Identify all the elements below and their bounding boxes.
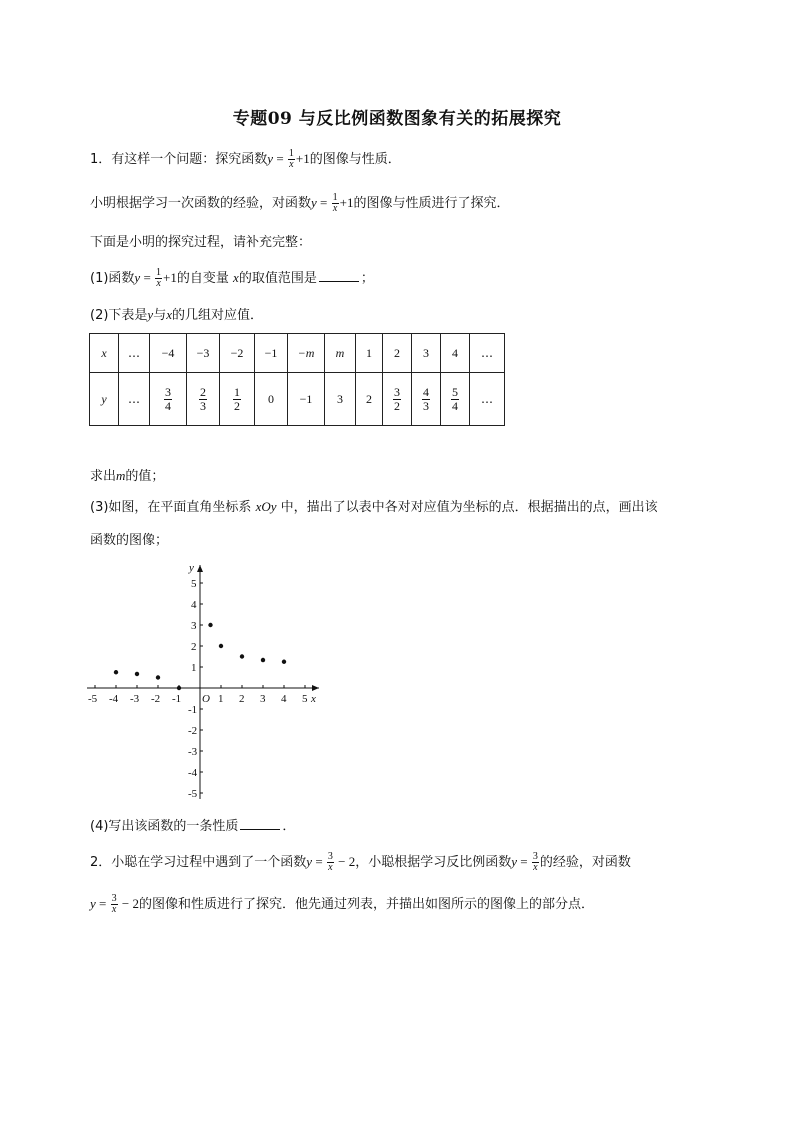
data-point xyxy=(261,658,265,662)
q1-part1 xyxy=(90,268,374,289)
table-cell xyxy=(150,373,187,426)
func-fraction xyxy=(155,268,162,289)
y-tick-label: -3 xyxy=(188,746,198,758)
x-tick-label: 4 xyxy=(281,693,287,705)
frac-num: 3 xyxy=(394,384,400,399)
y-tick-label: 4 xyxy=(191,599,197,611)
table-cell: 2 xyxy=(356,373,383,426)
origin-label: O xyxy=(202,693,210,705)
part2-pre: (2)下表是 xyxy=(90,308,148,323)
q1-para2: 下面是小明的探究过程，请补充完整： xyxy=(90,235,312,250)
table-cell xyxy=(220,373,255,426)
y-tick-label: 3 xyxy=(191,620,197,632)
frac-den: x xyxy=(533,862,538,873)
frac-den: x xyxy=(289,159,294,170)
data-point xyxy=(208,623,212,627)
frac-num: 3 xyxy=(532,851,538,862)
part1-mid: 的自变量 xyxy=(176,271,229,286)
table-cell: 4 xyxy=(441,334,470,373)
frac-num: 3 xyxy=(327,851,333,862)
y-tick-label: 5 xyxy=(191,578,197,590)
q2-line1 xyxy=(90,852,631,873)
table-cell: x xyxy=(90,334,119,373)
q1-part4 xyxy=(90,816,295,837)
frac-num: 1 xyxy=(332,192,338,203)
answer-blank-1[interactable] xyxy=(319,268,359,282)
q1-intro-post: 的图像与性质． xyxy=(309,152,401,167)
x-tick-label: -5 xyxy=(88,693,98,705)
y-axis-label: y xyxy=(189,562,194,574)
part2-y: y xyxy=(147,307,154,322)
table-cell: −3 xyxy=(187,334,220,373)
y-tick-label: 2 xyxy=(191,641,197,653)
part2-and: 与 xyxy=(153,308,167,323)
q2-f-tail: − 2 xyxy=(118,896,139,911)
part3-pre: (3)如图，在平面直角坐标系 xyxy=(90,500,252,515)
q2-f-fraction xyxy=(327,852,334,873)
q1-part3-line2: 函数的图像； xyxy=(90,533,169,548)
q1-part2 xyxy=(90,305,263,326)
x-tick-label: 5 xyxy=(302,693,308,705)
q2-post: 的图像和性质进行了探究．他先通过列表，并描出如图所示的图像上的部分点． xyxy=(138,897,594,912)
table-cell: … xyxy=(119,373,150,426)
frac-num: 1 xyxy=(156,267,162,278)
frac-num: 1 xyxy=(288,148,294,159)
func-eq: = xyxy=(316,195,331,210)
q2-line2 xyxy=(90,894,594,915)
part3-sys: xOy xyxy=(255,499,277,514)
y-tick-label: -2 xyxy=(188,725,198,737)
x-tick-label: -2 xyxy=(151,693,161,705)
q2-eq: = xyxy=(95,896,110,911)
frac-num: 4 xyxy=(423,384,429,399)
data-point xyxy=(135,672,139,676)
table-cell xyxy=(383,373,412,426)
y-tick-label: -4 xyxy=(188,767,198,779)
table-cell: 3 xyxy=(412,334,441,373)
part4-end: ． xyxy=(282,819,296,834)
q2-pre: 2．小聪在学习过程中遇到了一个函数 xyxy=(90,855,307,870)
table-cell: 0 xyxy=(255,373,288,426)
q1-part3 xyxy=(90,497,658,518)
x-axis-label: x xyxy=(311,693,316,705)
axes xyxy=(87,562,319,799)
frac-den: x xyxy=(111,904,117,915)
frac-den: 3 xyxy=(423,398,429,413)
coordinate-graph xyxy=(90,555,350,805)
func-eq: = xyxy=(140,270,155,285)
find-m-pre: 求出 xyxy=(90,469,117,484)
q2-g-fraction xyxy=(532,852,539,873)
x-axis-arrow xyxy=(312,685,319,691)
table-cell: −m xyxy=(288,334,325,373)
func-y: y xyxy=(134,270,141,285)
q1-para1 xyxy=(90,193,510,214)
part1-post: 的取值范围是 xyxy=(238,271,317,286)
func-tail: +1 xyxy=(339,195,354,210)
table-cell: −2 xyxy=(220,334,255,373)
table-cell xyxy=(187,373,220,426)
frac-den: x xyxy=(156,278,161,289)
part1-pre: (1)函数 xyxy=(90,271,135,286)
q2-mid2: 的经验，对函数 xyxy=(539,855,631,870)
table-cell: … xyxy=(470,334,505,373)
find-m-post: 的值； xyxy=(125,469,165,484)
func-tail: +1 xyxy=(295,151,310,166)
func-y: y xyxy=(267,151,274,166)
frac-den: 2 xyxy=(394,398,400,413)
part3-post: 中，描出了以表中各对对应值为坐标的点．根据描出的点，画出该 xyxy=(280,500,658,515)
part1-var: x xyxy=(233,270,239,285)
x-tick-label: 2 xyxy=(239,693,245,705)
table-cell: −1 xyxy=(288,373,325,426)
part2-x: x xyxy=(166,307,172,322)
table-cell: … xyxy=(470,373,505,426)
table-cell: y xyxy=(90,373,119,426)
frac-den: 3 xyxy=(200,398,206,413)
frac-den: x xyxy=(328,862,333,873)
page-title: 专题09 与反比例函数图象有关的拓展探究 xyxy=(232,109,562,129)
data-point xyxy=(177,686,181,690)
para1-pre: 小明根据学习一次函数的经验，对函数 xyxy=(90,196,312,211)
q1-intro xyxy=(90,149,401,170)
find-m-var: m xyxy=(116,468,126,483)
part2-post: 的几组对应值． xyxy=(172,308,264,323)
data-point xyxy=(240,654,244,658)
q1-intro-text: 1．有这样一个问题：探究函数 xyxy=(90,152,268,167)
frac-num: 2 xyxy=(200,384,206,399)
x-tick-label: 1 xyxy=(218,693,224,705)
frac-num: 5 xyxy=(452,384,458,399)
data-point xyxy=(282,660,286,664)
table-cell: −4 xyxy=(150,334,187,373)
func-fraction xyxy=(332,193,339,214)
frac-num: 1 xyxy=(234,384,240,399)
q2-f-tail: − 2 xyxy=(334,854,356,869)
data-point xyxy=(219,644,223,648)
part1-end: ； xyxy=(360,271,374,286)
y-axis-arrow xyxy=(197,565,203,572)
q2-g-y: y xyxy=(511,854,518,869)
para1-post: 的图像与性质进行了探究． xyxy=(353,196,510,211)
frac-num: 3 xyxy=(165,384,171,399)
data-point xyxy=(114,670,118,674)
func-eq: = xyxy=(273,151,287,166)
value-table xyxy=(89,333,505,426)
func-y: y xyxy=(311,195,317,210)
table-cell: 2 xyxy=(383,334,412,373)
x-tick-label: -1 xyxy=(172,693,182,705)
table-cell: … xyxy=(119,334,150,373)
q2-f-y: y xyxy=(90,896,96,911)
frac-den: 2 xyxy=(234,398,240,413)
ticks xyxy=(88,578,308,800)
y-tick-label: -5 xyxy=(188,788,198,800)
x-tick-label: -4 xyxy=(109,693,119,705)
table-cell: −1 xyxy=(255,334,288,373)
func-tail: +1 xyxy=(163,270,177,285)
frac-den: 4 xyxy=(452,398,458,413)
x-tick-label: 3 xyxy=(260,693,266,705)
data-point xyxy=(156,675,160,679)
q2-f-fraction xyxy=(111,894,118,915)
table-row-x xyxy=(90,334,505,373)
table-cell: 3 xyxy=(325,373,356,426)
part4-text: (4)写出该函数的一条性质 xyxy=(90,819,239,834)
y-tick-label: 1 xyxy=(191,662,197,674)
answer-blank-2[interactable] xyxy=(240,816,280,830)
y-tick-label: -1 xyxy=(188,704,198,716)
func-fraction xyxy=(288,149,295,170)
q2-mid: ，小聪根据学习反比例函数 xyxy=(355,855,512,870)
q2-eq: = xyxy=(517,854,531,869)
table-cell xyxy=(412,373,441,426)
table-cell: m xyxy=(325,334,356,373)
table-cell: 1 xyxy=(356,334,383,373)
frac-den: x xyxy=(332,203,338,214)
frac-den: 4 xyxy=(165,398,171,413)
q2-eq: = xyxy=(312,854,326,869)
table-cell xyxy=(441,373,470,426)
frac-num: 3 xyxy=(111,893,117,904)
find-m xyxy=(90,466,164,487)
table-row-y xyxy=(90,373,505,426)
q2-f-y: y xyxy=(306,854,313,869)
x-tick-label: -3 xyxy=(130,693,140,705)
